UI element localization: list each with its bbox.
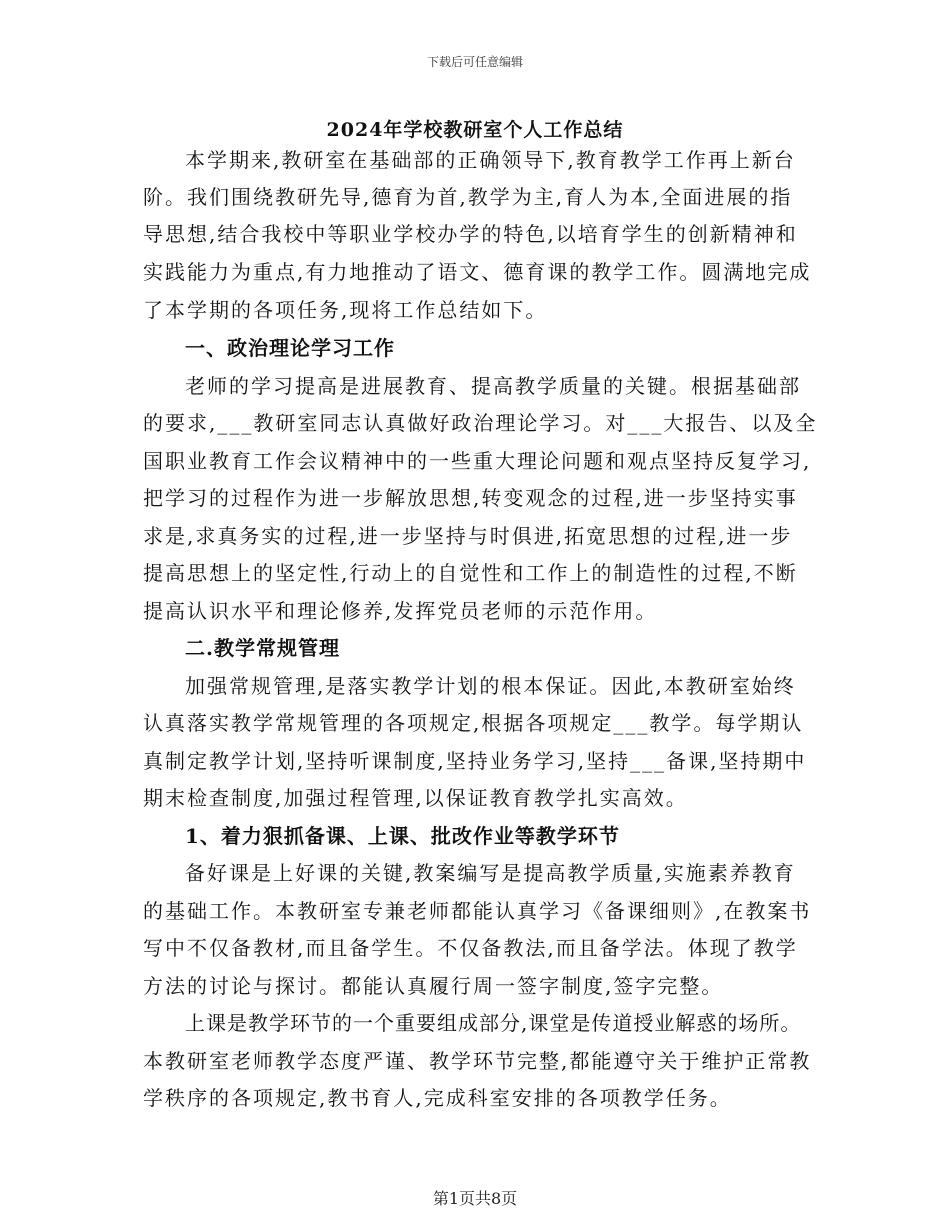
page-number: 第1页共8页	[432, 1189, 518, 1208]
body-line: 真制定教学计划,坚持听课制度,坚持业务学习,坚持___备课,坚持期中	[143, 749, 807, 773]
body-line: 加强常规管理,是落实教学计划的根本保证。因此,本教研室始终	[185, 674, 796, 698]
body-line: 上课是教学环节的一个重要组成部分,课堂是传道授业解惑的场所。	[185, 1011, 802, 1035]
body-line: 的要求,___教研室同志认真做好政治理论学习。对___大报告、以及全	[143, 411, 818, 435]
body-line: 的基础工作。本教研室专兼老师都能认真学习《备课细则》,在教案书	[143, 899, 812, 923]
body-line: 方法的讨论与探讨。都能认真履行周一签字制度,签字完整。	[143, 974, 724, 998]
body-line: 把学习的过程作为进一步解放思想,转变观念的过程,进一步坚持实事	[143, 486, 798, 510]
body-line: 本学期来,教研室在基础部的正确领导下,教育教学工作再上新台	[185, 148, 796, 172]
subsection-heading: 1、着力狠抓备课、上课、批改作业等教学环节	[185, 824, 620, 848]
body-line: 了本学期的各项任务,现将工作总结如下。	[143, 298, 548, 322]
body-line: 老师的学习提高是进展教育、提高教学质量的关键。根据基础部	[185, 374, 801, 398]
document-title: 2024年学校教研室个人工作总结	[326, 119, 624, 141]
body-line: 提高认识水平和理论修养,发挥党员老师的示范作用。	[143, 599, 658, 623]
body-line: 导思想,结合我校中等职业学校办学的特色,以培育学生的创新精神和	[143, 222, 798, 246]
body-line: 认真落实教学常规管理的各项规定,根据各项规定___教学。每学期认	[143, 711, 804, 735]
section-heading: 一、政治理论学习工作	[185, 336, 395, 360]
body-line: 国职业教育工作会议精神中的一些重大理论问题和观点坚持反复学习,	[143, 449, 812, 473]
header-note: 下载后可任意编辑	[426, 55, 523, 69]
body-line: 备好课是上好课的关键,教案编写是提高教学质量,实施素养教育	[185, 861, 796, 885]
body-line: 学秩序的各项规定,教书育人,完成科室安排的各项教学任务。	[143, 1086, 732, 1110]
body-line: 实践能力为重点,有力地推动了语文、德育课的教学工作。圆满地完成	[143, 260, 812, 284]
body-line: 本教研室老师教学态度严谨、教学环节完整,都能遵守关于维护正常教	[143, 1049, 812, 1073]
body-line: 提高思想上的坚定性,行动上的自觉性和工作上的制造性的过程,不断	[143, 561, 798, 585]
body-line: 阶。我们围绕教研先导,德育为首,教学为主,育人为本,全面进展的指	[143, 185, 793, 209]
section-heading: 二.教学常规管理	[185, 636, 340, 660]
body-line: 写中不仅备教材,而且备学生。不仅备教法,而且备学法。体现了教学	[143, 936, 798, 960]
body-line: 期末检查制度,加强过程管理,以保证教育教学扎实高效。	[143, 786, 688, 810]
body-line: 求是,求真务实的过程,进一步坚持与时俱进,拓宽思想的过程,进一步	[143, 524, 793, 548]
